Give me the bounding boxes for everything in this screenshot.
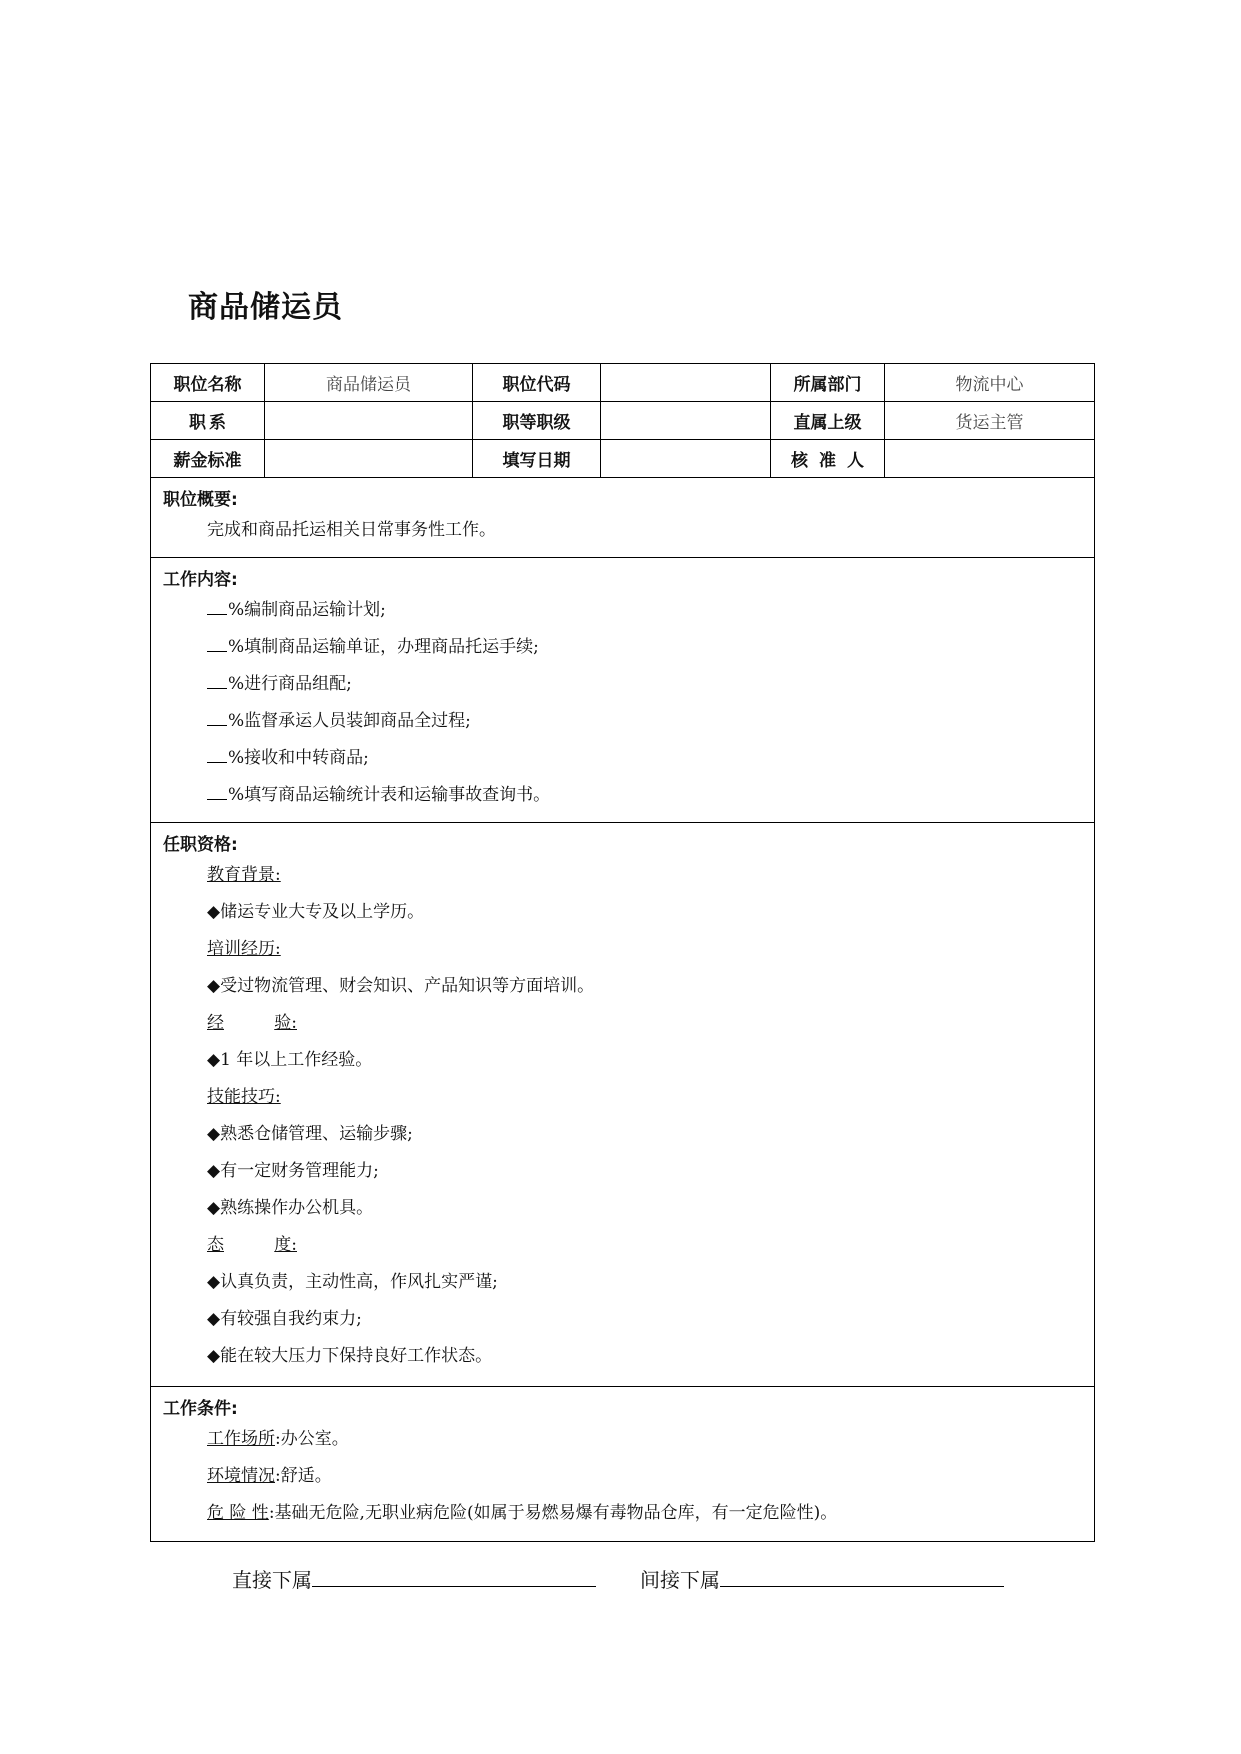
work-item: %监督承运人员装卸商品全过程; bbox=[163, 703, 1082, 740]
label-salary-standard: 薪金标准 bbox=[151, 440, 265, 478]
list-item: ◆1 年以上工作经验。 bbox=[207, 1050, 373, 1070]
indirect-subordinates-field[interactable] bbox=[720, 1564, 1004, 1587]
indirect-subordinates bbox=[640, 1564, 1004, 1593]
diamond-bullet-icon: ◆ bbox=[207, 1161, 221, 1181]
diamond-bullet-icon: ◆ bbox=[207, 1346, 221, 1366]
value-supervisor: 货运主管 bbox=[885, 402, 1095, 440]
subsection-title-experience: 经 验: bbox=[207, 1013, 297, 1033]
percent-blank bbox=[207, 785, 227, 800]
value-fill-date bbox=[601, 440, 771, 478]
diamond-bullet-icon: ◆ bbox=[207, 1272, 221, 1292]
list-item: ◆有较强自我约束力; bbox=[207, 1309, 362, 1329]
list-item: ◆储运专业大专及以上学历。 bbox=[207, 902, 425, 922]
qualification-section bbox=[151, 823, 1095, 1387]
list-item: ◆受过物流管理、财会知识、产品知识等方面培训。 bbox=[207, 976, 595, 996]
work-item: %进行商品组配; bbox=[163, 666, 1082, 703]
value-salary-standard bbox=[265, 440, 473, 478]
subsection-title-training: 培训经历: bbox=[207, 939, 281, 959]
value-grade-level bbox=[601, 402, 771, 440]
work-label: 工作内容: bbox=[163, 570, 238, 590]
value-position-name: 商品储运员 bbox=[265, 364, 473, 402]
percent-blank bbox=[207, 674, 227, 689]
label-approver: 核 准 人 bbox=[771, 440, 885, 478]
label-supervisor: 直属上级 bbox=[771, 402, 885, 440]
condition-environment: 环境情况:舒适。 bbox=[207, 1466, 332, 1486]
indirect-subordinates-label: 间接下属 bbox=[640, 1568, 720, 1592]
diamond-bullet-icon: ◆ bbox=[207, 1124, 221, 1144]
subsection-title-skills: 技能技巧: bbox=[207, 1087, 281, 1107]
percent-blank bbox=[207, 637, 227, 652]
value-approver bbox=[885, 440, 1095, 478]
work-item: %接收和中转商品; bbox=[163, 740, 1082, 777]
label-position-code: 职位代码 bbox=[473, 364, 601, 402]
label-position-name: 职位名称 bbox=[151, 364, 265, 402]
header-row-1 bbox=[151, 364, 1095, 402]
subsection-title-attitude: 态 度: bbox=[207, 1235, 297, 1255]
label-grade-level: 职等职级 bbox=[473, 402, 601, 440]
list-item: ◆能在较大压力下保持良好工作状态。 bbox=[207, 1346, 493, 1366]
condition-workplace: 工作场所:办公室。 bbox=[207, 1429, 349, 1449]
label-department: 所属部门 bbox=[771, 364, 885, 402]
work-item: %填写商品运输统计表和运输事故查询书。 bbox=[163, 777, 1082, 814]
subsection-title-education: 教育背景: bbox=[207, 865, 281, 885]
overview-text: 完成和商品托运相关日常事务性工作。 bbox=[207, 520, 496, 540]
label-fill-date: 填写日期 bbox=[473, 440, 601, 478]
work-item: %填制商品运输单证，办理商品托运手续; bbox=[163, 629, 1082, 666]
overview-section bbox=[151, 478, 1095, 558]
header-row-3 bbox=[151, 440, 1095, 478]
conditions-section bbox=[151, 1387, 1095, 1542]
page-title: 商品储运员 bbox=[188, 290, 343, 325]
work-section bbox=[151, 558, 1095, 823]
label-job-family: 职 系 bbox=[151, 402, 265, 440]
list-item: ◆熟练操作办公机具。 bbox=[207, 1198, 374, 1218]
list-item: ◆有一定财务管理能力; bbox=[207, 1161, 379, 1181]
condition-risk: 危 险 性:基础无危险,无职业病危险(如属于易燃易爆有毒物品仓库，有一定危险性)。 bbox=[207, 1503, 838, 1523]
direct-subordinates bbox=[232, 1564, 596, 1593]
direct-subordinates-field[interactable] bbox=[312, 1564, 596, 1587]
value-position-code bbox=[601, 364, 771, 402]
percent-blank bbox=[207, 748, 227, 763]
list-item: ◆熟悉仓储管理、运输步骤; bbox=[207, 1124, 413, 1144]
value-department: 物流中心 bbox=[885, 364, 1095, 402]
diamond-bullet-icon: ◆ bbox=[207, 1309, 221, 1329]
job-description-table bbox=[150, 363, 1095, 1542]
header-row-2 bbox=[151, 402, 1095, 440]
direct-subordinates-label: 直接下属 bbox=[232, 1568, 312, 1592]
percent-blank bbox=[207, 600, 227, 615]
diamond-bullet-icon: ◆ bbox=[207, 902, 221, 922]
value-job-family bbox=[265, 402, 473, 440]
work-item: %编制商品运输计划; bbox=[163, 592, 1082, 629]
diamond-bullet-icon: ◆ bbox=[207, 976, 221, 996]
conditions-label: 工作条件: bbox=[163, 1399, 238, 1419]
percent-blank bbox=[207, 711, 227, 726]
diamond-bullet-icon: ◆ bbox=[207, 1198, 221, 1218]
overview-label: 职位概要: bbox=[163, 490, 238, 510]
diamond-bullet-icon: ◆ bbox=[207, 1050, 221, 1070]
list-item: ◆认真负责，主动性高，作风扎实严谨; bbox=[207, 1272, 498, 1292]
qualification-label: 任职资格: bbox=[163, 835, 238, 855]
